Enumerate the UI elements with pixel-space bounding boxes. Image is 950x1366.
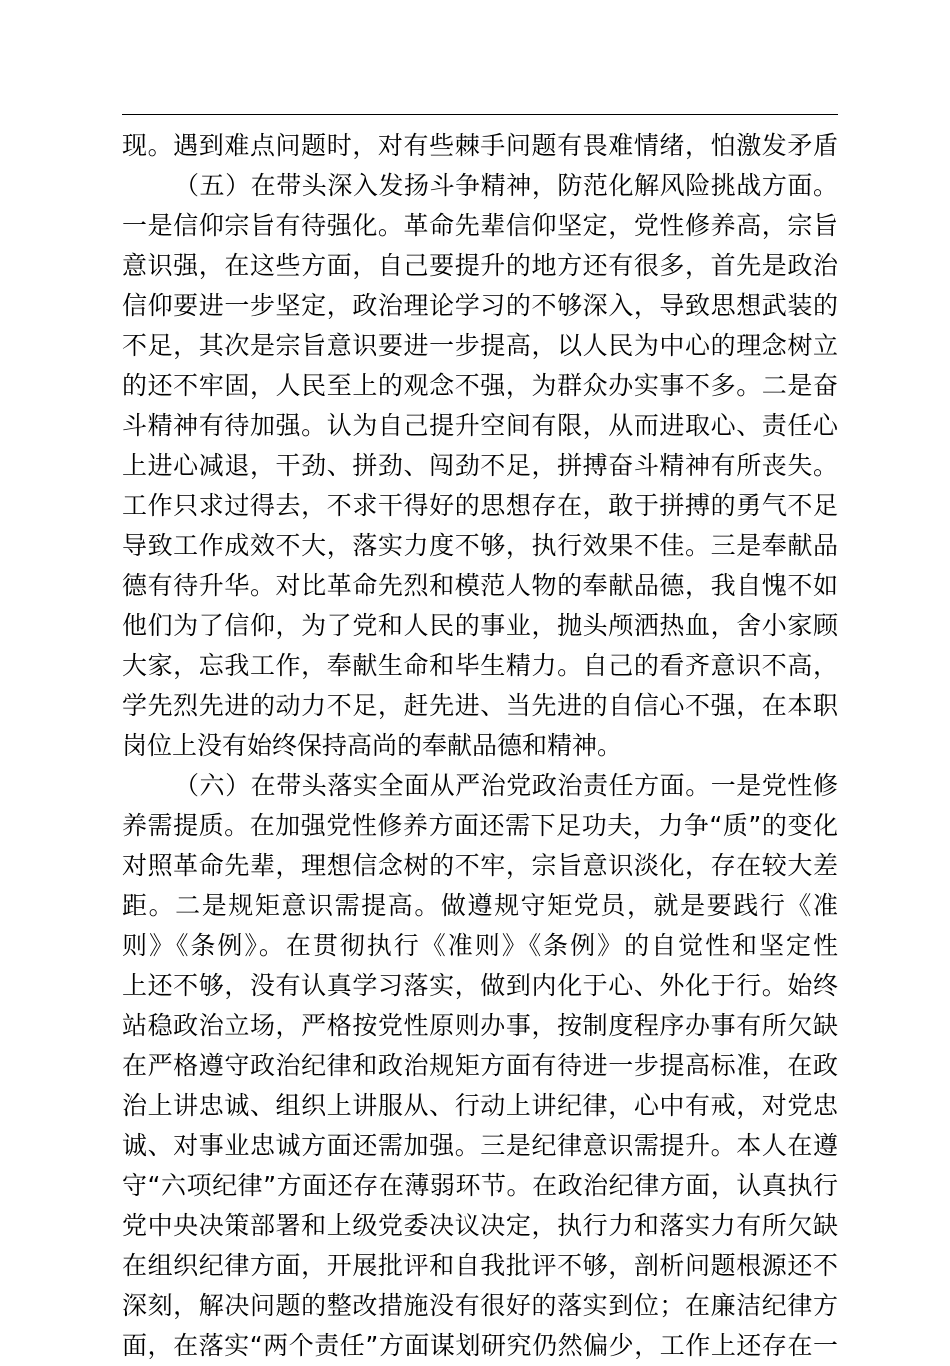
text-line: 一是信仰宗旨有待强化。革命先辈信仰坚定，党性修养高，宗旨 xyxy=(122,211,838,240)
text-line: 站稳政治立场，严格按党性原则办事，按制度程序办事有所欠缺 xyxy=(122,1011,838,1040)
text-line: 斗精神有待加强。认为自己提升空间有限，从而进取心、责任心 xyxy=(122,411,838,440)
text-line: 守“六项纪律”方面还存在薄弱环节。在政治纪律方面，认真执行 xyxy=(122,1171,838,1200)
text-line: 德有待升华。对比革命先烈和模范人物的奉献品德，我自愧不如 xyxy=(122,571,838,600)
text-line: 的还不牢固，人民至上的观念不强，为群众办实事不多。二是奋 xyxy=(122,371,838,400)
text-line: 深刻，解决问题的整改措施没有很好的落实到位；在廉洁纪律方 xyxy=(122,1291,838,1320)
text-line: 党中央决策部署和上级党委决议决定，执行力和落实力有所欠缺 xyxy=(122,1211,838,1240)
text-line: 治上讲忠诚、组织上讲服从、行动上讲纪律，心中有戒，对党忠 xyxy=(122,1091,838,1120)
text-line: 上进心减退，干劲、拼劲、闯劲不足，拼搏奋斗精神有所丧失。 xyxy=(122,451,838,480)
body-text xyxy=(122,126,838,1366)
text-line: 岗位上没有始终保持高尚的奉献品德和精神。 xyxy=(122,731,623,760)
text-line: 面，在落实“两个责任”方面谋划研究仍然偏少，工作上还存在一 xyxy=(122,1331,838,1360)
text-line: 对照革命先辈，理想信念树的不牢，宗旨意识淡化，存在较大差 xyxy=(122,851,838,880)
text-line: 在严格遵守政治纪律和政治规矩方面有待进一步提高标准，在政 xyxy=(122,1051,838,1080)
text-line: 学先烈先进的动力不足，赶先进、当先进的自信心不强，在本职 xyxy=(122,691,838,720)
text-line: 导致工作成效不大，落实力度不够，执行效果不佳。三是奉献品 xyxy=(122,531,838,560)
text-line: 诚、对事业忠诚方面还需加强。三是纪律意识需提升。本人在遵 xyxy=(122,1131,838,1160)
text-line: 他们为了信仰，为了党和人民的事业，抛头颅洒热血，舍小家顾 xyxy=(122,611,838,640)
section-heading-6: （六）在带头落实全面从严治党政治责任方面。一是党性修 xyxy=(174,771,838,800)
section-heading-5: （五）在带头深入发扬斗争精神，防范化解风险挑战方面。 xyxy=(174,171,838,200)
text-line: 信仰要进一步坚定，政治理论学习的不够深入，导致思想武装的 xyxy=(122,291,838,320)
text-line: 工作只求过得去，不求干得好的思想存在，敢于拼搏的勇气不足 xyxy=(122,491,838,520)
text-line: 则》《条例》。在贯彻执行《准则》《条例》的自觉性和坚定性 xyxy=(122,931,838,960)
text-line: 养需提质。在加强党性修养方面还需下足功夫，力争“质”的变化 xyxy=(122,811,838,840)
text-line: 不足，其次是宗旨意识要进一步提高，以人民为中心的理念树立 xyxy=(122,331,838,360)
text-line: 大家，忘我工作，奉献生命和毕生精力。自己的看齐意识不高， xyxy=(122,651,838,680)
text-line: 意识强，在这些方面，自己要提升的地方还有很多，首先是政治 xyxy=(122,251,838,280)
text-line: 在组织纪律方面，开展批评和自我批评不够，剖析问题根源还不 xyxy=(122,1251,838,1280)
text-line: 上还不够，没有认真学习落实，做到内化于心、外化于行。始终 xyxy=(122,971,838,1000)
header-rule xyxy=(122,114,838,115)
text-line: 距。二是规矩意识需提高。做遵规守矩党员，就是要践行《准 xyxy=(122,891,838,920)
text-line: 现。遇到难点问题时，对有些棘手问题有畏难情绪，怕激发矛盾 xyxy=(122,131,838,160)
